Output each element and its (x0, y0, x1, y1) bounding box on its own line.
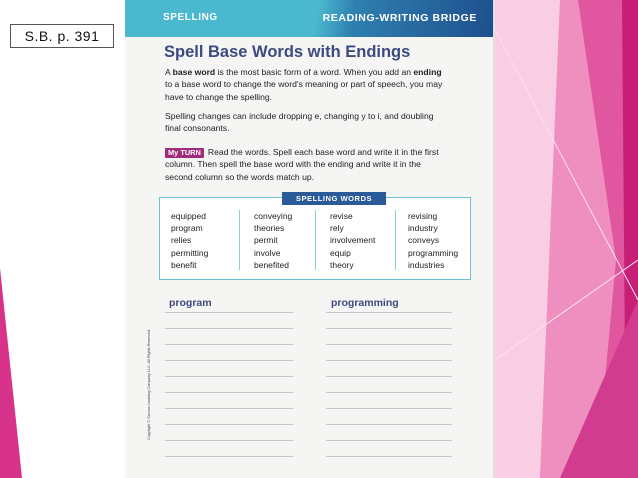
spelling-word: revise (330, 211, 353, 221)
writing-line (165, 392, 293, 393)
column-divider (239, 210, 240, 270)
spelling-word: industries (408, 259, 445, 270)
spelling-word: industry (408, 223, 438, 234)
spelling-word: programming (408, 247, 459, 258)
spelling-word: equipped (171, 211, 206, 221)
header-bridge-label: READING-WRITING BRIDGE (322, 12, 477, 24)
spelling-word: permitting (171, 247, 209, 258)
copyright-notice: Copyright © Savvas Learning Company LLC. All Rights Reserved. (147, 328, 151, 440)
spelling-words-title: SPELLING WORDS (282, 192, 386, 205)
worksheet-column-2-heading: programming (331, 297, 399, 309)
writing-line (165, 312, 293, 313)
writing-line (165, 408, 293, 409)
writing-line (165, 424, 293, 425)
column-divider (395, 210, 396, 270)
word-column (254, 210, 292, 271)
my-turn-paragraph (165, 146, 447, 183)
writing-line (326, 376, 452, 377)
spelling-word: program (171, 223, 203, 234)
writing-line (326, 456, 452, 457)
writing-line (326, 440, 452, 441)
writing-line (326, 312, 452, 313)
bold-term: base word (172, 67, 216, 77)
spelling-changes-paragraph: Spelling changes can include dropping e, changing y to i, and doubling final consonants. (165, 111, 434, 134)
spelling-word: revising (408, 211, 438, 221)
my-turn-badge: My TURN (165, 148, 204, 158)
writing-line (326, 392, 452, 393)
writing-line (165, 328, 293, 329)
spelling-word: permit (254, 235, 278, 246)
word-column (330, 210, 375, 271)
writing-line (165, 344, 293, 345)
writing-line (326, 408, 452, 409)
writing-line (165, 456, 293, 457)
spelling-word: conveys (408, 235, 440, 246)
worksheet-column-1-heading: program (169, 297, 212, 309)
text-run: A (165, 67, 173, 77)
writing-line (326, 360, 452, 361)
spelling-word: equip (330, 247, 351, 258)
spelling-word: benefited (254, 259, 289, 270)
page-header (125, 0, 493, 37)
writing-line (326, 328, 452, 329)
slide-page-label: S.B. p. 391 (10, 24, 114, 48)
spelling-word: theories (254, 223, 285, 234)
intro-paragraph (165, 66, 447, 103)
word-column (408, 210, 458, 271)
writing-line (326, 344, 452, 345)
textbook-page (125, 0, 493, 478)
my-turn-text: Read the words. Spell each base word and write it in the first column. Then spell the base word with the ending and write it in the second column so the words match up. (165, 147, 439, 182)
spelling-words-box (159, 194, 471, 280)
spelling-word: conveying (254, 211, 293, 221)
writing-line (165, 440, 293, 441)
left-pink-shape (0, 268, 22, 478)
writing-line (165, 376, 293, 377)
header-section-label: SPELLING (163, 12, 218, 23)
spelling-word: benefit (171, 259, 197, 270)
word-column (171, 210, 208, 271)
writing-line (165, 360, 293, 361)
text-run: is the most basic form of a word. When you add an (215, 67, 414, 77)
spelling-word: theory (330, 259, 354, 270)
spelling-word: involve (254, 247, 281, 258)
page-title: Spell Base Words with Endings (164, 43, 411, 61)
writing-line (326, 424, 452, 425)
column-divider (315, 210, 316, 270)
spelling-word: rely (330, 223, 344, 234)
text-run: to a base word to change the word's meaning or part of speech, you may have to change the spelling. (165, 79, 443, 102)
spelling-word: relies (171, 235, 192, 246)
spelling-word: involvement (330, 235, 376, 246)
bold-term: ending (413, 67, 442, 77)
